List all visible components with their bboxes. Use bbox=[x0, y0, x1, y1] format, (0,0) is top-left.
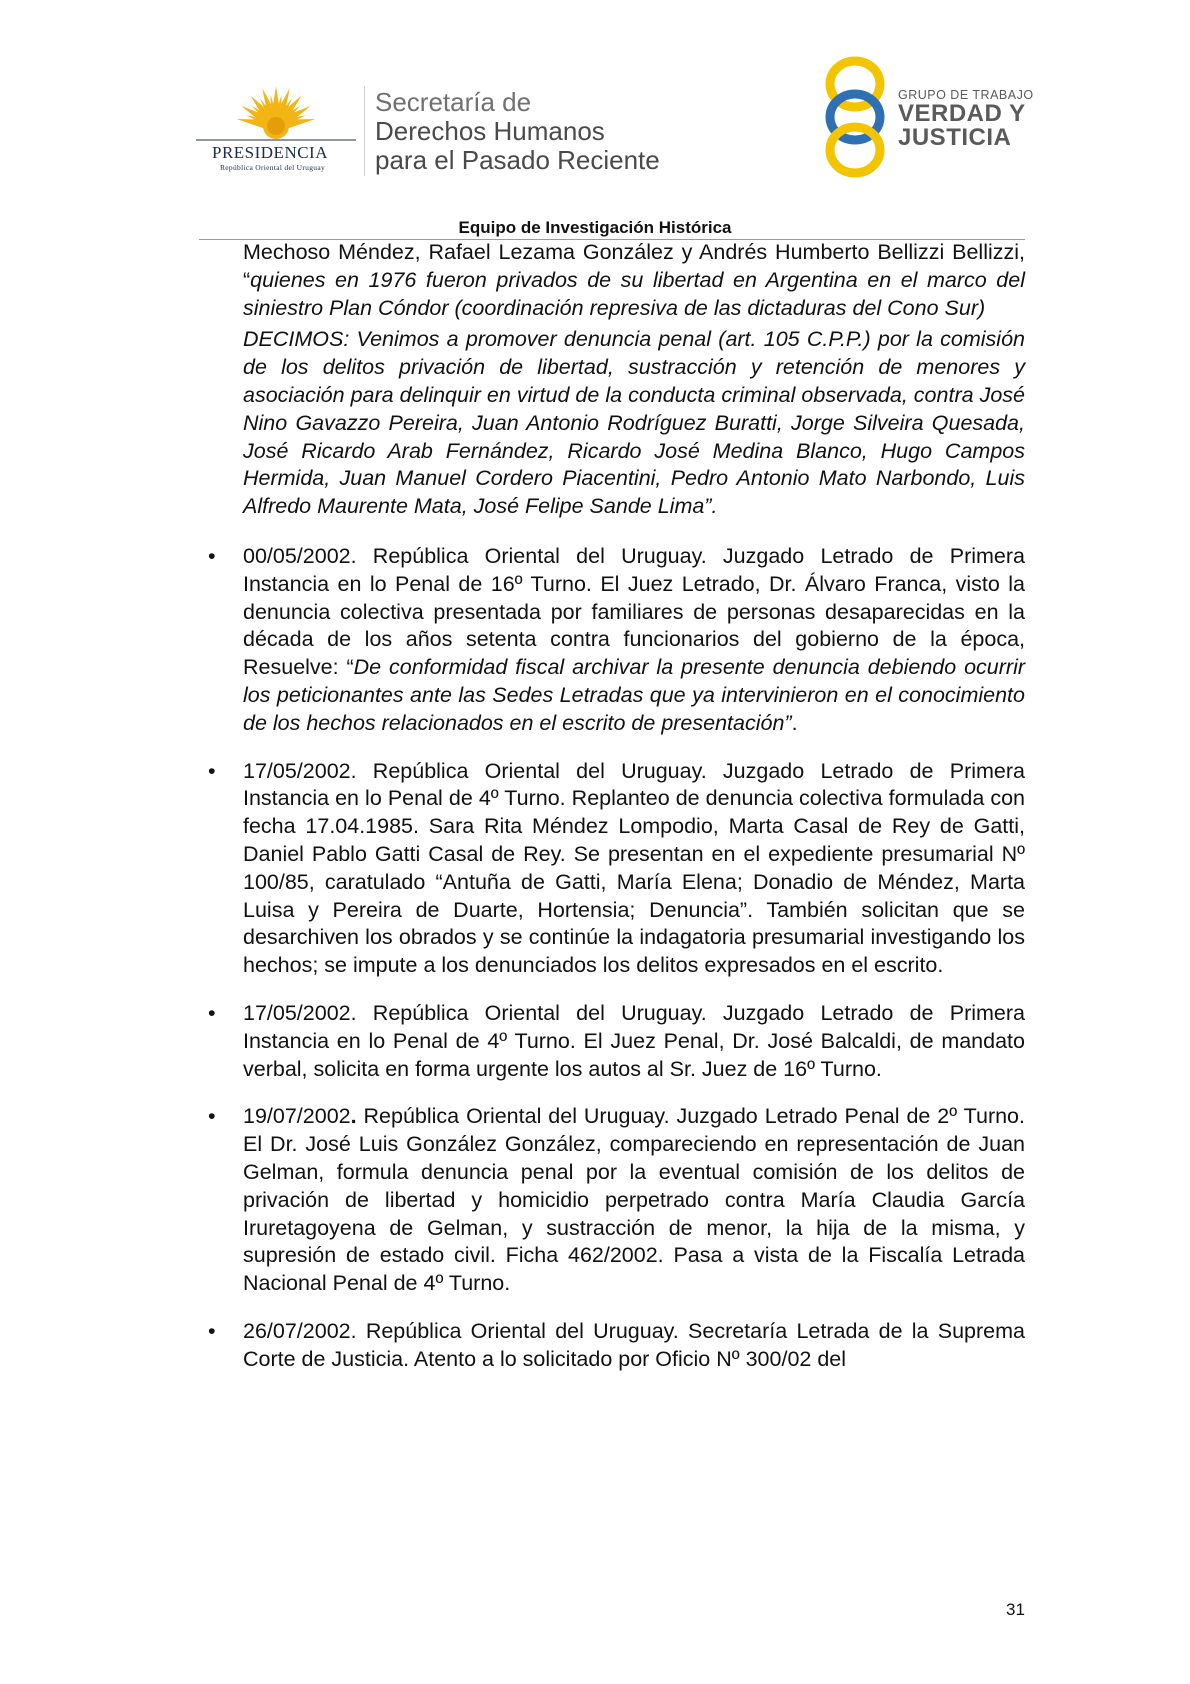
item1-italic: De conformidad fiscal archivar la presente denuncia debiendo ocurrir los peticionantes ante las Sedes Letradas que ya intervinieron en el conocimiento de los hechos relacionados en el escrito de presentación” bbox=[243, 655, 1025, 735]
team-heading: Equipo de Investigación Histórica bbox=[458, 218, 732, 237]
list-item bbox=[208, 1318, 1025, 1374]
republica-label: República Oriental del Uruguay bbox=[219, 163, 325, 172]
page-header bbox=[0, 0, 1190, 200]
item2-text: 17/05/2002. República Oriental del Uruguay. Juzgado Letrado de Primera Instancia en lo Penal de 4º Turno. Replanteo de denuncia colectiva formulada con fecha 17.04.1985. Sara Rita Méndez Lompodio, Marta Casal de Rey de Gatti, Daniel Pablo Gatti Casal de Rey. Se presentan en el expediente presumarial Nº 100/85, caratulado “Antuña de Gatti, María Elena; Donadio de Méndez, Marta Luisa y Pereira de Duarte, Hortensia; Denuncia”. También solicitan que se desarchiven los obrados y se continúe la indagatoria presumarial investigando los hechos; se impute a los denunciados los delitos expresados en el escrito. bbox=[243, 758, 1025, 978]
item4-rest: República Oriental del Uruguay. Juzgado Letrado Penal de 2º Turno. El Dr. José Luis González González, compareciendo en representación de Juan Gelman, formula denuncia penal por la eventual comisión de los delitos de privación de libertad y homicidio perpetrado contra María Claudia García Iruretagoyena de Gelman, y sustracción de menor, la hija de la misma, y supresión de estado civil. Ficha 462/2002. Pasa a vista de la Fiscalía Letrada Nacional Penal de 4º Turno. bbox=[243, 1104, 1025, 1296]
item1-end: . bbox=[791, 710, 798, 735]
page-number: 31 bbox=[1006, 1600, 1025, 1619]
gtvj-line-1: GRUPO DE TRABAJO bbox=[898, 88, 1034, 102]
secretaria-line-3: para el Pasado Reciente bbox=[375, 145, 660, 175]
list-item bbox=[208, 543, 1025, 738]
gtvj-line-2: VERDAD Y bbox=[898, 100, 1026, 127]
bullet-3: • bbox=[208, 1000, 216, 1025]
p2-italic: DECIMOS: Venimos a promover denuncia penal (art. 105 C.P.P.) por la comisión de los delitos privación de libertad, sustracción y retención de menores y asociación para delinquir en virtud de la conducta criminal observada, contra José Nino Gavazzo Pereira, Juan Antonio Rodríguez Buratti, Jorge Silveira Quesada, José Ricardo Arab Fernández, Ricardo José Medina Blanco, Hugo Campos Hermida, Juan Manuel Cordero Piacentini, Pedro Antonio Mato Narbondo, Luis Alfredo Maurente Mata, José Felipe Sande Lima”. bbox=[243, 327, 1025, 519]
item1-lead: 00/05/2002. República Oriental del Uruguay. Juzgado Letrado de Primera Instancia en lo Penal de 16º Turno. El Juez Letrado, Dr. Álvaro Franca, visto la denuncia colectiva presentada por familiares de personas desaparecidas en la década de los años setenta contra funcionarios del gobierno de la época, Resuelve: “ bbox=[243, 543, 1025, 680]
list-item bbox=[208, 758, 1025, 980]
secretaria-title bbox=[375, 88, 660, 175]
item3-text: 17/05/2002. República Oriental del Uruguay. Juzgado Letrado de Primera Instancia en lo Penal de 4º Turno. El Juez Penal, Dr. José Balcaldi, de mandato verbal, solicita en forma urgente los autos al Sr. Juez de 16º Turno. bbox=[243, 1000, 1025, 1081]
item5-text: 26/07/2002. República Oriental del Uruguay. Secretaría Letrada de la Suprema Corte de Justicia. Atento a lo solicitado por Oficio Nº 300/02 del bbox=[243, 1318, 1025, 1371]
item4-date: 19/07/2002 bbox=[243, 1104, 351, 1129]
p1-italic: quienes en 1976 fueron privados de su libertad en Argentina en el marco del siniestro Plan Cóndor (coordinación represiva de las dictaduras del Cono Sur) bbox=[243, 267, 1025, 320]
paragraph-decimos bbox=[243, 326, 1025, 521]
paragraph-quote-continuation bbox=[243, 239, 1025, 322]
bullet-1: • bbox=[208, 543, 216, 568]
bullet-4: • bbox=[208, 1104, 216, 1129]
gtvj-title bbox=[898, 88, 1034, 150]
secretaria-line-1: Secretaría de bbox=[375, 87, 532, 117]
presidencia-label: PRESIDENCIA bbox=[211, 143, 328, 162]
list-item bbox=[208, 1103, 1025, 1298]
gtvj-line-3: JUSTICIA bbox=[898, 124, 1012, 151]
list-item bbox=[208, 1000, 1025, 1083]
secretaria-line-2: Derechos Humanos bbox=[375, 116, 605, 146]
bullet-5: • bbox=[208, 1318, 216, 1343]
bullet-2: • bbox=[208, 758, 216, 783]
p1-lead: Mechoso Méndez, Rafael Lezama González y Andrés Humberto Bellizzi Bellizzi, “ bbox=[243, 240, 1025, 292]
item4-dot: . bbox=[350, 1104, 357, 1129]
linked-rings-logo-icon bbox=[820, 55, 890, 180]
document-body bbox=[208, 239, 1025, 1393]
logo-divider bbox=[364, 86, 365, 176]
